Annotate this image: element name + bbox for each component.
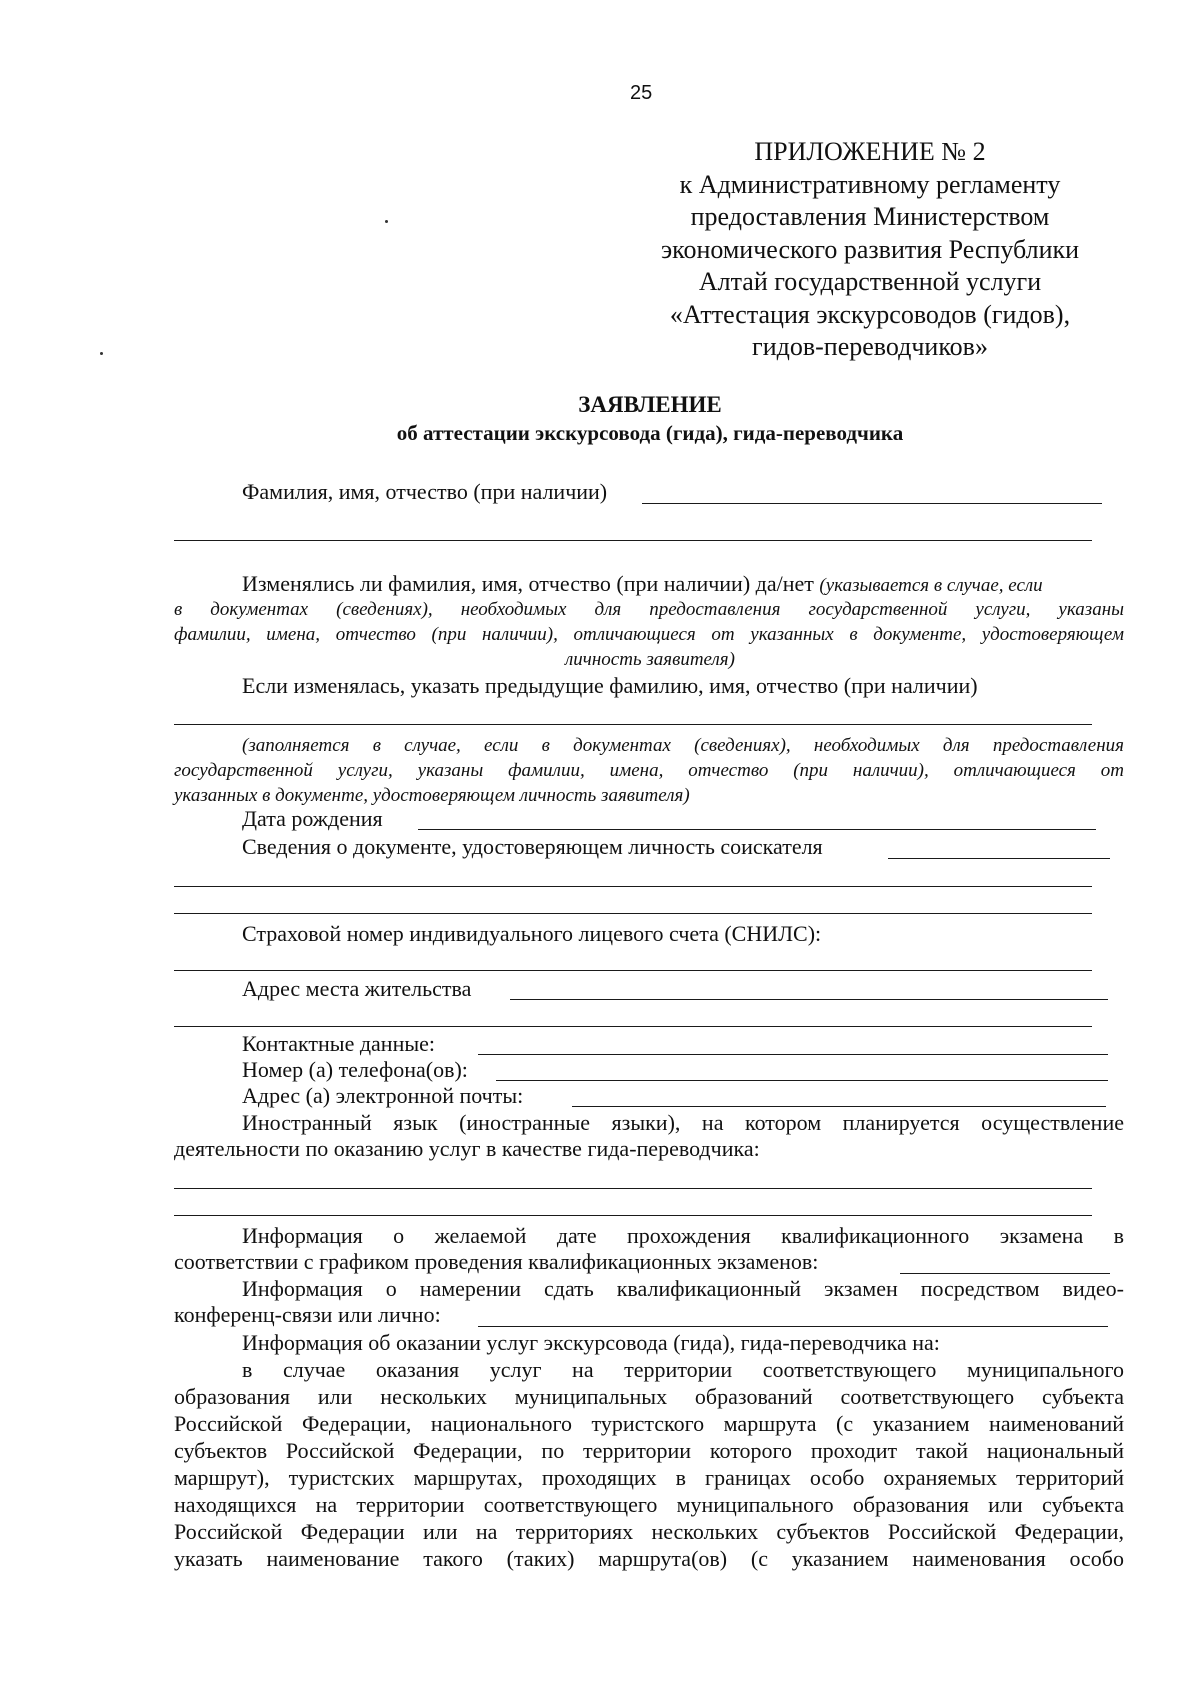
appendix-line: предоставления Министерством	[690, 202, 1050, 231]
name-changed-note: фамилии, имена, отчество (при наличии), отличающиеся от указанных в документе, удостоверяющем	[174, 624, 1124, 645]
id-document-field[interactable]	[888, 858, 1110, 859]
birth-date-label: Дата рождения	[242, 806, 383, 831]
contacts-label: Контактные данные:	[242, 1031, 435, 1056]
phone-field[interactable]	[496, 1080, 1108, 1081]
language-label-continuation: деятельности по оказанию услуг в качестве гида-переводчика:	[174, 1136, 760, 1161]
exam-date-field[interactable]	[900, 1273, 1110, 1274]
appendix-line: к Административному регламенту	[679, 169, 1061, 199]
language-field-continuation[interactable]	[174, 1215, 1092, 1216]
name-changed-label: Изменялись ли фамилия, имя, отчество (при наличии) да/нет (указывается в случае, если	[242, 571, 1043, 596]
address-field[interactable]	[510, 999, 1108, 1000]
appendix-line: «Аттестация экскурсоводов (гидов),	[669, 299, 1071, 329]
appendix-line: экономического развития Республики	[660, 234, 1080, 264]
exam-date-label: Информация о желаемой дате прохождения квалификационного экзамена в	[242, 1223, 1124, 1248]
previous-name-field[interactable]	[174, 724, 1092, 725]
appendix-title: ПРИЛОЖЕНИЕ № 2	[754, 137, 986, 166]
appendix-block	[600, 136, 1140, 364]
language-label: Иностранный язык (иностранные языки), на котором планируется осуществление	[242, 1110, 1124, 1135]
previous-name-note: указанных в документе, удостоверяющем личность заявителя)	[174, 785, 690, 806]
scan-speck	[100, 352, 103, 355]
id-document-field-continuation[interactable]	[174, 886, 1092, 887]
address-field-continuation[interactable]	[174, 1026, 1092, 1027]
exam-date-label-continuation: соответствии с графиком проведения квалификационных экзаменов:	[174, 1249, 819, 1274]
scan-speck	[385, 220, 388, 223]
services-paragraph-line: субъектов Российской Федерации, по территории которого проходит такой национальный	[174, 1438, 1124, 1463]
appendix-line: Алтай государственной услуги	[698, 267, 1042, 296]
document-title: ЗАЯВЛЕНИЕ	[578, 392, 722, 417]
phone-label: Номер (а) телефона(ов):	[242, 1057, 468, 1082]
services-paragraph-line: в случае оказания услуг на территории соответствующего муниципального	[242, 1357, 1124, 1382]
services-paragraph-line: указать наименование такого (таких) маршрута(ов) (с указанием наименования особо	[174, 1546, 1124, 1571]
previous-name-note: (заполняется в случае, если в документах (сведениях), необходимых для предоставления	[242, 735, 1124, 756]
video-exam-label-continuation: конференц-связи или лично:	[174, 1302, 441, 1327]
email-field[interactable]	[572, 1106, 1106, 1107]
previous-name-note: государственной услуги, указаны фамилии, имена, отчество (при наличии), отличающиеся от	[174, 760, 1124, 781]
id-document-field-continuation[interactable]	[174, 913, 1092, 914]
appendix-line: гидов-переводчиков»	[752, 332, 988, 361]
video-exam-field[interactable]	[478, 1326, 1108, 1327]
address-label: Адрес места жительства	[242, 976, 472, 1001]
document-subtitle: об аттестации экскурсовода (гида), гида-переводчика	[396, 421, 904, 445]
name-changed-note: в документах (сведениях), необходимых для предоставления государственной услуги, указаны	[174, 599, 1124, 620]
video-exam-label: Информация о намерении сдать квалификационный экзамен посредством видео-	[242, 1276, 1124, 1301]
language-field[interactable]	[174, 1188, 1092, 1189]
fio-field[interactable]	[642, 503, 1102, 504]
services-paragraph-line: маршрут), туристских маршрутах, проходящих в границах особо охраняемых территорий	[174, 1465, 1124, 1490]
fio-label: Фамилия, имя, отчество (при наличии)	[242, 479, 608, 504]
id-document-label: Сведения о документе, удостоверяющем личность соискателя	[242, 834, 823, 859]
name-changed-note: личность заявителя)	[565, 649, 735, 670]
services-paragraph-line: находящихся на территории соответствующего муниципального образования или субъекта	[174, 1492, 1124, 1517]
previous-name-label: Если изменялась, указать предыдущие фамилию, имя, отчество (при наличии)	[242, 673, 978, 698]
snils-label: Страховой номер индивидуального лицевого счета (СНИЛС):	[242, 921, 822, 946]
contacts-field[interactable]	[478, 1054, 1108, 1055]
services-paragraph-line: Российской Федерации или на территориях нескольких субъектов Российской Федерации,	[174, 1519, 1124, 1544]
snils-field[interactable]	[174, 970, 1092, 971]
fio-field-continuation[interactable]	[174, 540, 1092, 541]
birth-date-field[interactable]	[418, 829, 1096, 830]
services-label: Информация об оказании услуг экскурсовода (гида), гида-переводчика на:	[242, 1330, 940, 1355]
email-label: Адрес (а) электронной почты:	[242, 1083, 524, 1108]
services-paragraph-line: образования или нескольких муниципальных образований соответствующего субъекта	[174, 1384, 1124, 1409]
services-paragraph-line: Российской Федерации, национального туристского маршрута (с указанием наименований	[174, 1411, 1124, 1436]
page-number: 25	[630, 82, 653, 104]
